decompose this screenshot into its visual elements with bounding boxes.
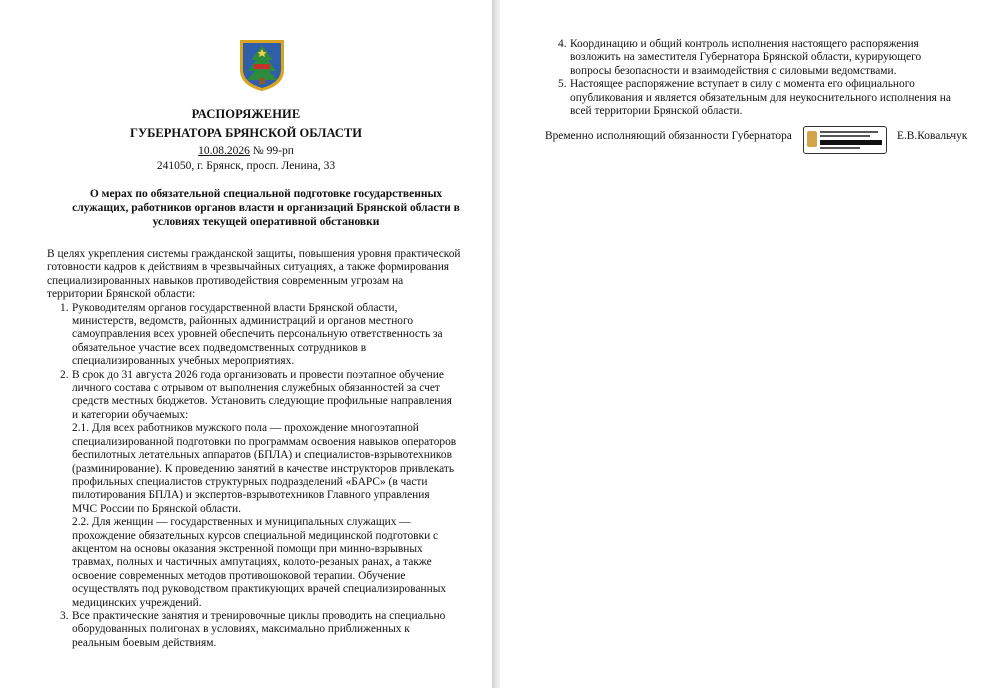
text-line: всей территории Брянской области. bbox=[570, 105, 743, 118]
text-line: пилотирования БПЛА) и экспертов-взрывотехников Главного управления bbox=[72, 489, 430, 502]
stamp-emblem-icon bbox=[807, 131, 817, 147]
text-line: Все практические занятия и тренировочные циклы проводить на специально bbox=[72, 609, 446, 622]
right-page bbox=[500, 0, 986, 688]
text-line: В целях укрепления системы гражданской защиты, повышения уровня практической bbox=[47, 248, 461, 260]
electronic-signature-stamp-icon bbox=[803, 126, 887, 154]
text-line: реальным боевым действиям. bbox=[72, 636, 217, 649]
text-line: акцентом на основы оказания экстренной помощи при минно-взрывных bbox=[72, 542, 423, 555]
text-line: готовности кадров к действиям в чрезвычайных ситуациях, а также формирования bbox=[47, 261, 450, 274]
text-line: (разминирование). К проведению занятий в качестве инструкторов привлекать bbox=[72, 462, 455, 475]
document-body bbox=[47, 248, 487, 650]
item-number: 1. bbox=[60, 301, 69, 314]
text-line: обязательное участие всех подведомственных сотрудников в bbox=[72, 341, 367, 354]
list-item bbox=[47, 610, 487, 650]
text-line: Настоящее распоряжение вступает в силу с момента его официального bbox=[570, 78, 915, 91]
document-body-continued bbox=[545, 38, 975, 118]
text-line: самоуправления всех уровней обеспечить персональную ответственность за bbox=[72, 328, 443, 341]
item-number: 4. bbox=[558, 38, 567, 50]
text-line: и категории обучаемых: bbox=[72, 408, 189, 421]
text-line: освоение современных методов противошоковой терапии. Обучение bbox=[72, 569, 406, 582]
item-number: 3. bbox=[60, 609, 69, 622]
subject-line: служащих, работников органов власти и организаций Брянской области в bbox=[72, 202, 460, 214]
text-line: беспилотных летательных аппаратов (БПЛА) и специалистов-взрывотехников bbox=[72, 449, 452, 462]
list-item bbox=[545, 38, 975, 78]
text-line: травмах, полных и частичных ампутациях, колото-резаных ранах, а также bbox=[72, 556, 432, 569]
text-line: средств местных бюджетов. Установить следующие профильные направления bbox=[72, 395, 452, 408]
text-line: МЧС России по Брянской области. bbox=[72, 502, 241, 515]
signatory-position: Временно исполняющий обязанности Губернатора bbox=[545, 130, 792, 142]
document-date: 10.08.2026 bbox=[198, 145, 250, 157]
text-line: 2.1. Для всех работников мужского пола — прохождение многоэтапной bbox=[72, 422, 419, 435]
text-line: Руководителям органов государственной власти Брянской области, bbox=[72, 301, 398, 314]
list-item bbox=[545, 78, 975, 118]
signatory-name: Е.В.Ковальчук bbox=[897, 130, 968, 142]
list-item bbox=[47, 369, 487, 423]
text-line: 2.2. Для женщин — государственных и муниципальных служащих — bbox=[72, 516, 411, 529]
text-line: специализированных навыков противодействия современным угрозам на bbox=[47, 274, 404, 287]
text-line: Координацию и общий контроль исполнения настоящего распоряжения bbox=[570, 38, 919, 50]
subject-line: условиях текущей оперативной обстановки bbox=[152, 216, 380, 228]
page-gutter bbox=[492, 0, 500, 688]
text-line: опубликования и является обязательным для неукоснительного исполнения на bbox=[570, 91, 951, 104]
item-number: 2. bbox=[60, 368, 69, 381]
text-line: личного состава с отрывом от выполнения служебных обязанностей за счет bbox=[72, 382, 440, 395]
signature-block bbox=[545, 128, 975, 158]
sub-item bbox=[47, 422, 487, 516]
text-line: прохождение обязательных курсов специальной медицинской подготовки с bbox=[72, 529, 439, 542]
text-line: медицинских учреждений. bbox=[72, 596, 202, 609]
bryansk-coat-of-arms-icon bbox=[238, 38, 286, 92]
preamble bbox=[47, 248, 487, 302]
text-line: министерств, ведомств, районных администраций и органов местного bbox=[72, 315, 414, 328]
document-type-title: РАСПОРЯЖЕНИЕ bbox=[191, 107, 301, 121]
left-page bbox=[0, 0, 492, 688]
text-line: специализированной подготовки по программам освоения навыков операторов bbox=[72, 435, 457, 448]
document-number: № 99-рп bbox=[252, 145, 294, 157]
text-line: профильных специалистов структурных подразделений «БАРС» (в части bbox=[72, 475, 428, 488]
text-line: специализированных учебных мероприятиях. bbox=[72, 355, 295, 368]
text-line: территории Брянской области: bbox=[47, 288, 196, 301]
text-line: В срок до 31 августа 2026 года организовать и провести поэтапное обучение bbox=[72, 368, 444, 381]
document-subject bbox=[40, 187, 492, 229]
text-line: осуществлять под руководством практикующих врачей специализированных bbox=[72, 583, 447, 596]
list-item bbox=[47, 302, 487, 369]
item-number: 5. bbox=[558, 78, 567, 91]
subject-line: О мерах по обязательной специальной подготовке государственных bbox=[89, 188, 443, 200]
text-line: вопросы безопасности и взаимодействия с силовыми ведомствами. bbox=[570, 64, 897, 77]
issuer-address: 241050, г. Брянск, просп. Ленина, 33 bbox=[156, 160, 336, 172]
text-line: оборудованных полигонах в условиях, максимально приближенных к bbox=[72, 623, 410, 636]
document-date-number bbox=[0, 145, 492, 157]
text-line: возложить на заместителя Губернатора Брянской области, курирующего bbox=[570, 51, 922, 64]
sub-item bbox=[47, 516, 487, 610]
issuer-title: ГУБЕРНАТОРА БРЯНСКОЙ ОБЛАСТИ bbox=[130, 126, 362, 140]
